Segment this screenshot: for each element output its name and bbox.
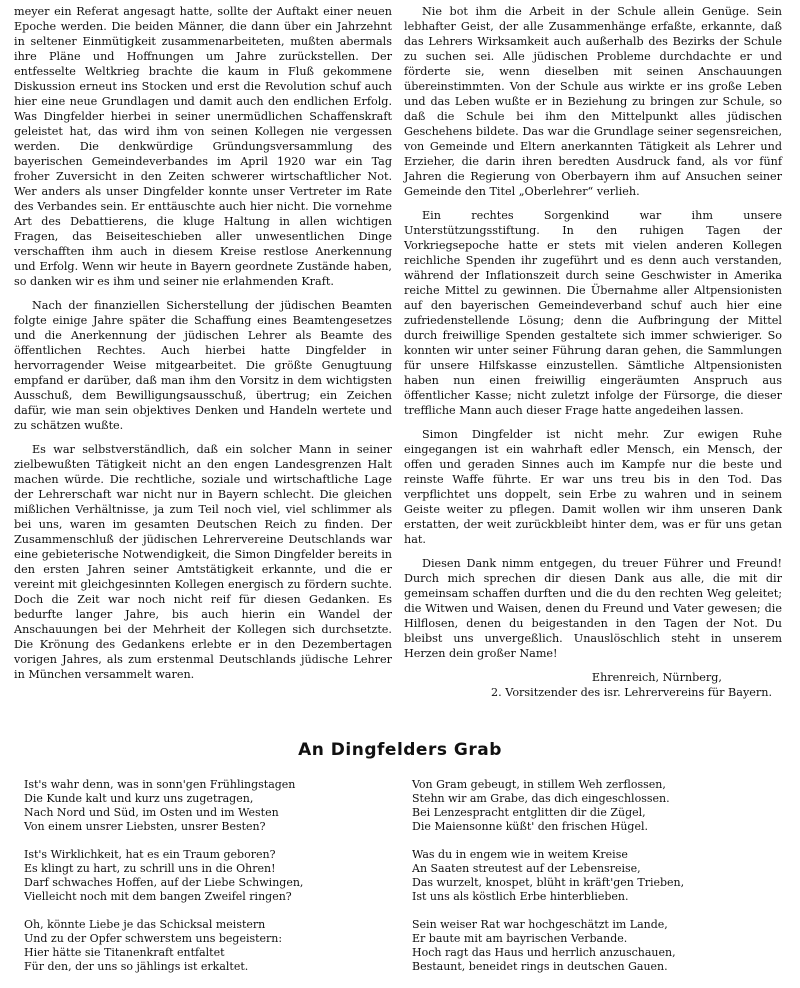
poem-line: Die Maiensonne küßt' den frischen Hügel. bbox=[412, 820, 648, 833]
signature-role: 2. Vorsitzender des isr. Lehrervereins für Bayern. bbox=[491, 686, 772, 699]
article-left-column bbox=[14, 4, 392, 691]
article-right-column bbox=[404, 4, 782, 700]
paragraph: Nach der finanziellen Sicherstellung der jüdischen Beamten folgte einige Jahre später die Schaffung eines Beamtengesetzes und die Anerkennung der jüdischen Lehrer als Beamte des öffentlichen Rechtes. Auch hierbei hatte Dingfelder in hervorragender Weise mitgearbeitet. Die größte Genugtuung empfand er darüber, daß man ihm den Vorsitz in dem wichtigsten Ausschuß, dem Bewilligungsausschuß, übertrug; ein Zeichen dafür, wie man sein objektives Denken und Handeln wertete und zu schätzen wußte. bbox=[14, 299, 392, 432]
poem-line: Nach Nord und Süd, im Osten und im Westen bbox=[24, 806, 279, 819]
poem-line: Bestaunt, beneidet rings in deutschen Gauen. bbox=[412, 960, 668, 973]
poem-line: Von Gram gebeugt, in stillem Weh zerflossen, bbox=[412, 778, 666, 791]
poem-line: Vielleicht noch mit dem bangen Zweifel ringen? bbox=[24, 890, 292, 903]
poem-line: Für den, der uns so jählings ist erkaltet. bbox=[24, 960, 249, 973]
poem-line: Hier hätte sie Titanenkraft entfaltet bbox=[24, 946, 225, 959]
poem-line: Es klingt zu hart, zu schrill uns in die Ohren! bbox=[24, 862, 276, 875]
paragraph: Diesen Dank nimm entgegen, du treuer Führer und Freund! Durch mich sprechen dir diesen Dank aus alle, die mit dir gemeinsam schaffen durften und die du den rechten Weg geleitet; die Witwen und Waisen, denen du Freund und Vater gewesen; die Hilflosen, denen du beigestanden in den Tagen der Not. Du bleibst uns unvergeßlich. Unauslöschlich steht in unserem Herzen dein großer Name! bbox=[404, 557, 782, 660]
poem-line: Ist's wahr denn, was in sonn'gen Frühlingstagen bbox=[24, 778, 296, 791]
poem-line: An Saaten streutest auf der Lebensreise, bbox=[412, 862, 641, 875]
poem-line: Das wurzelt, knospet, blüht in kräft'gen Trieben, bbox=[412, 876, 685, 889]
poem-line: Ist uns als köstlich Erbe hinterblieben. bbox=[412, 890, 629, 903]
poem-right-column bbox=[412, 778, 792, 988]
signature-name: Ehrenreich, Nürnberg, bbox=[591, 671, 722, 684]
poem-line: Die Kunde kalt und kurz uns zugetragen, bbox=[24, 792, 254, 805]
poem-line: Oh, könnte Liebe je das Schicksal meistern bbox=[24, 918, 266, 931]
poem-line: Bei Lenzespracht entglitten dir die Zügel, bbox=[412, 806, 646, 819]
poem-title: An Dingfelders Grab bbox=[298, 740, 502, 760]
poem-line: Was du in engem wie in weitem Kreise bbox=[412, 848, 628, 861]
poem-line: Er baute mit am bayrischen Verbande. bbox=[412, 932, 628, 945]
poem-stanza bbox=[412, 848, 792, 904]
poem-stanza bbox=[24, 848, 404, 904]
poem-stanza bbox=[412, 778, 792, 834]
poem-left-column bbox=[24, 778, 404, 988]
paragraph: meyer ein Referat angesagt hatte, sollte der Auftakt einer neuen Epoche werden. Die beiden Männer, die dann über ein Jahrzehnt in seltener Einmütigkeit zusammenarbeiteten, mußten abermals ihre Pläne und Hoffnungen um Jahre zurückstellen. Der entfesselte Weltkrieg brachte die kaum in Fluß gekommene Diskussion erneut ins Stocken und erst die Revolution schuf auch hier eine neue Grundlagen und damit auch den endlichen Erfolg. Was Dingfelder hierbei in seiner unermüdlichen Schaffenskraft geleistet hat, das wird ihm von seinen Kollegen nie vergessen werden. Die denkwürdige Gründungsversammlung des bayerischen Gemeindeverbandes im April 1920 war ein Tag froher Zuversicht in den Zeiten schwerer wirtschaftlicher Not. Wer anders als unser Dingfelder konnte unser Vertreter im Rate des Verbandes sein. Er enttäuschte auch hier nicht. Die vornehme Art des Debattierens, die kluge Haltung in allen wichtigen Fragen, das Beiseiteschieben aller unwesentlichen Dinge verschafften ihm auch in diesem Kreise restlose Anerkennung und Erfolg. Wenn wir heute in Bayern geordnete Zustände haben, so danken wir es ihm und seiner nie erlahmenden Kraft. bbox=[14, 5, 392, 288]
poem-line: Und zu der Opfer schwerstem uns begeistern: bbox=[24, 932, 283, 945]
paragraph: Ein rechtes Sorgenkind war ihm unsere Unterstützungsstiftung. In den ruhigen Tagen der Vorkriegsepoche hatte er stets mit vielen anderen Kollegen reichliche Spenden ihr zugeführt und es denn auch verstanden, während der Inflationszeit durch seine Geschwister in Amerika reiche Mittel zu gewinnen. Die Übernahme aller Altpensionisten auf den bayerischen Gemeindeverband schuf auch hier eine zufriedenstellende Lösung; denn die Aufbringung der Mittel durch freiwillige Spenden gestaltete sich immer schwieriger. So konnten wir unter seiner Führung daran gehen, die Sammlungen für unsere Hilfskasse einzustellen. Sämtliche Altpensionisten haben nun einen freiwillig eingeräumten Anspruch aus öffentlicher Kasse; nicht zuletzt infolge der Fürsorge, die dieser treffliche Mann auch dieser Frage hatte angedeihen lassen. bbox=[404, 209, 782, 417]
poem-line: Ist's Wirklichkeit, hat es ein Traum geboren? bbox=[24, 848, 276, 861]
paragraph: Nie bot ihm die Arbeit in der Schule allein Genüge. Sein lebhafter Geist, der alle Zusammenhänge erfaßte, erkannte, daß das Lehrers Wirksamkeit auch außerhalb des Bezirks der Schule zu suchen sei. Alle jüdischen Probleme durchdachte er und förderte sie, wenn dieselben mit seinen Anschauungen übereinstimmten. Von der Schule aus wirkte er ins große Leben und das Leben wußte er in Beziehung zu bringen zur Schule, so daß die Schule bei ihm den Mittelpunkt alles jüdischen Geschehens bildete. Das war die Grundlage seiner segensreichen, von Gemeinde und Eltern anerkannten Tätigkeit als Lehrer und Erzieher, die darin ihren beredten Ausdruck fand, als vor fünf Jahren die Regierung von Oberbayern ihm auf Ansuchen seiner Gemeinde den Titel „Oberlehrer“ verlieh. bbox=[404, 5, 782, 198]
paragraph: Es war selbstverständlich, daß ein solcher Mann in seiner zielbewußten Tätigkeit nicht an den engen Landesgrenzen Halt machen würde. Die rechtliche, soziale und wirtschaftliche Lage der Lehrerschaft war nicht nur in Bayern schlecht. Die gleichen mißlichen Verhältnisse, ja zum Teil noch viel, viel schlimmer als bei uns, waren im gesamten Deutschen Reich zu finden. Der Zusammenschluß der jüdischen Lehrervereine Deutschlands war eine gebieterische Notwendigkeit, die Simon Dingfelder bereits in den ersten Jahren seiner Amtstätigkeit erkannte, und die er vereint mit gleichgesinnten Kollegen energisch zu fördern suchte. Doch die Zeit war noch nicht reif für diesen Gedanken. Es bedurfte langer Jahre, bis auch hierin ein Wandel der Anschauungen bei der Mehrheit der Kollegen sich durchsetzte. Die Krönung des Gedankens erlebte er in den Dezembertagen vorigen Jahres, als zum erstenmal Deutschlands jüdische Lehrer in München versammelt waren. bbox=[14, 443, 392, 681]
poem-line: Darf schwaches Hoffen, auf der Liebe Schwingen, bbox=[24, 876, 304, 889]
poem-stanza bbox=[24, 918, 404, 974]
poem-stanza bbox=[412, 918, 792, 974]
poem-line: Von einem unsrer Liebsten, unsrer Besten? bbox=[24, 820, 266, 833]
poem-line: Sein weiser Rat war hochgeschätzt im Lande, bbox=[412, 918, 668, 931]
poem-stanza bbox=[24, 778, 404, 834]
poem-line: Hoch ragt das Haus und herrlich anzuschauen, bbox=[412, 946, 676, 959]
poem-line: Stehn wir am Grabe, das dich eingeschlossen. bbox=[412, 792, 670, 805]
paragraph: Simon Dingfelder ist nicht mehr. Zur ewigen Ruhe eingegangen ist ein wahrhaft edler Mensch, ein Mensch, der offen und geraden Sinnes auch im Kampfe nur die beste und reinste Waffe führte. Er war uns treu bis in den Tod. Das verpflichtet uns doppelt, sein Erbe zu wahren und in seinem Geiste weiter zu pflegen. Damit wollen wir ihm unseren Dank erstatten, der weit zurückbleibt hinter dem, was er für uns getan hat. bbox=[404, 428, 782, 546]
